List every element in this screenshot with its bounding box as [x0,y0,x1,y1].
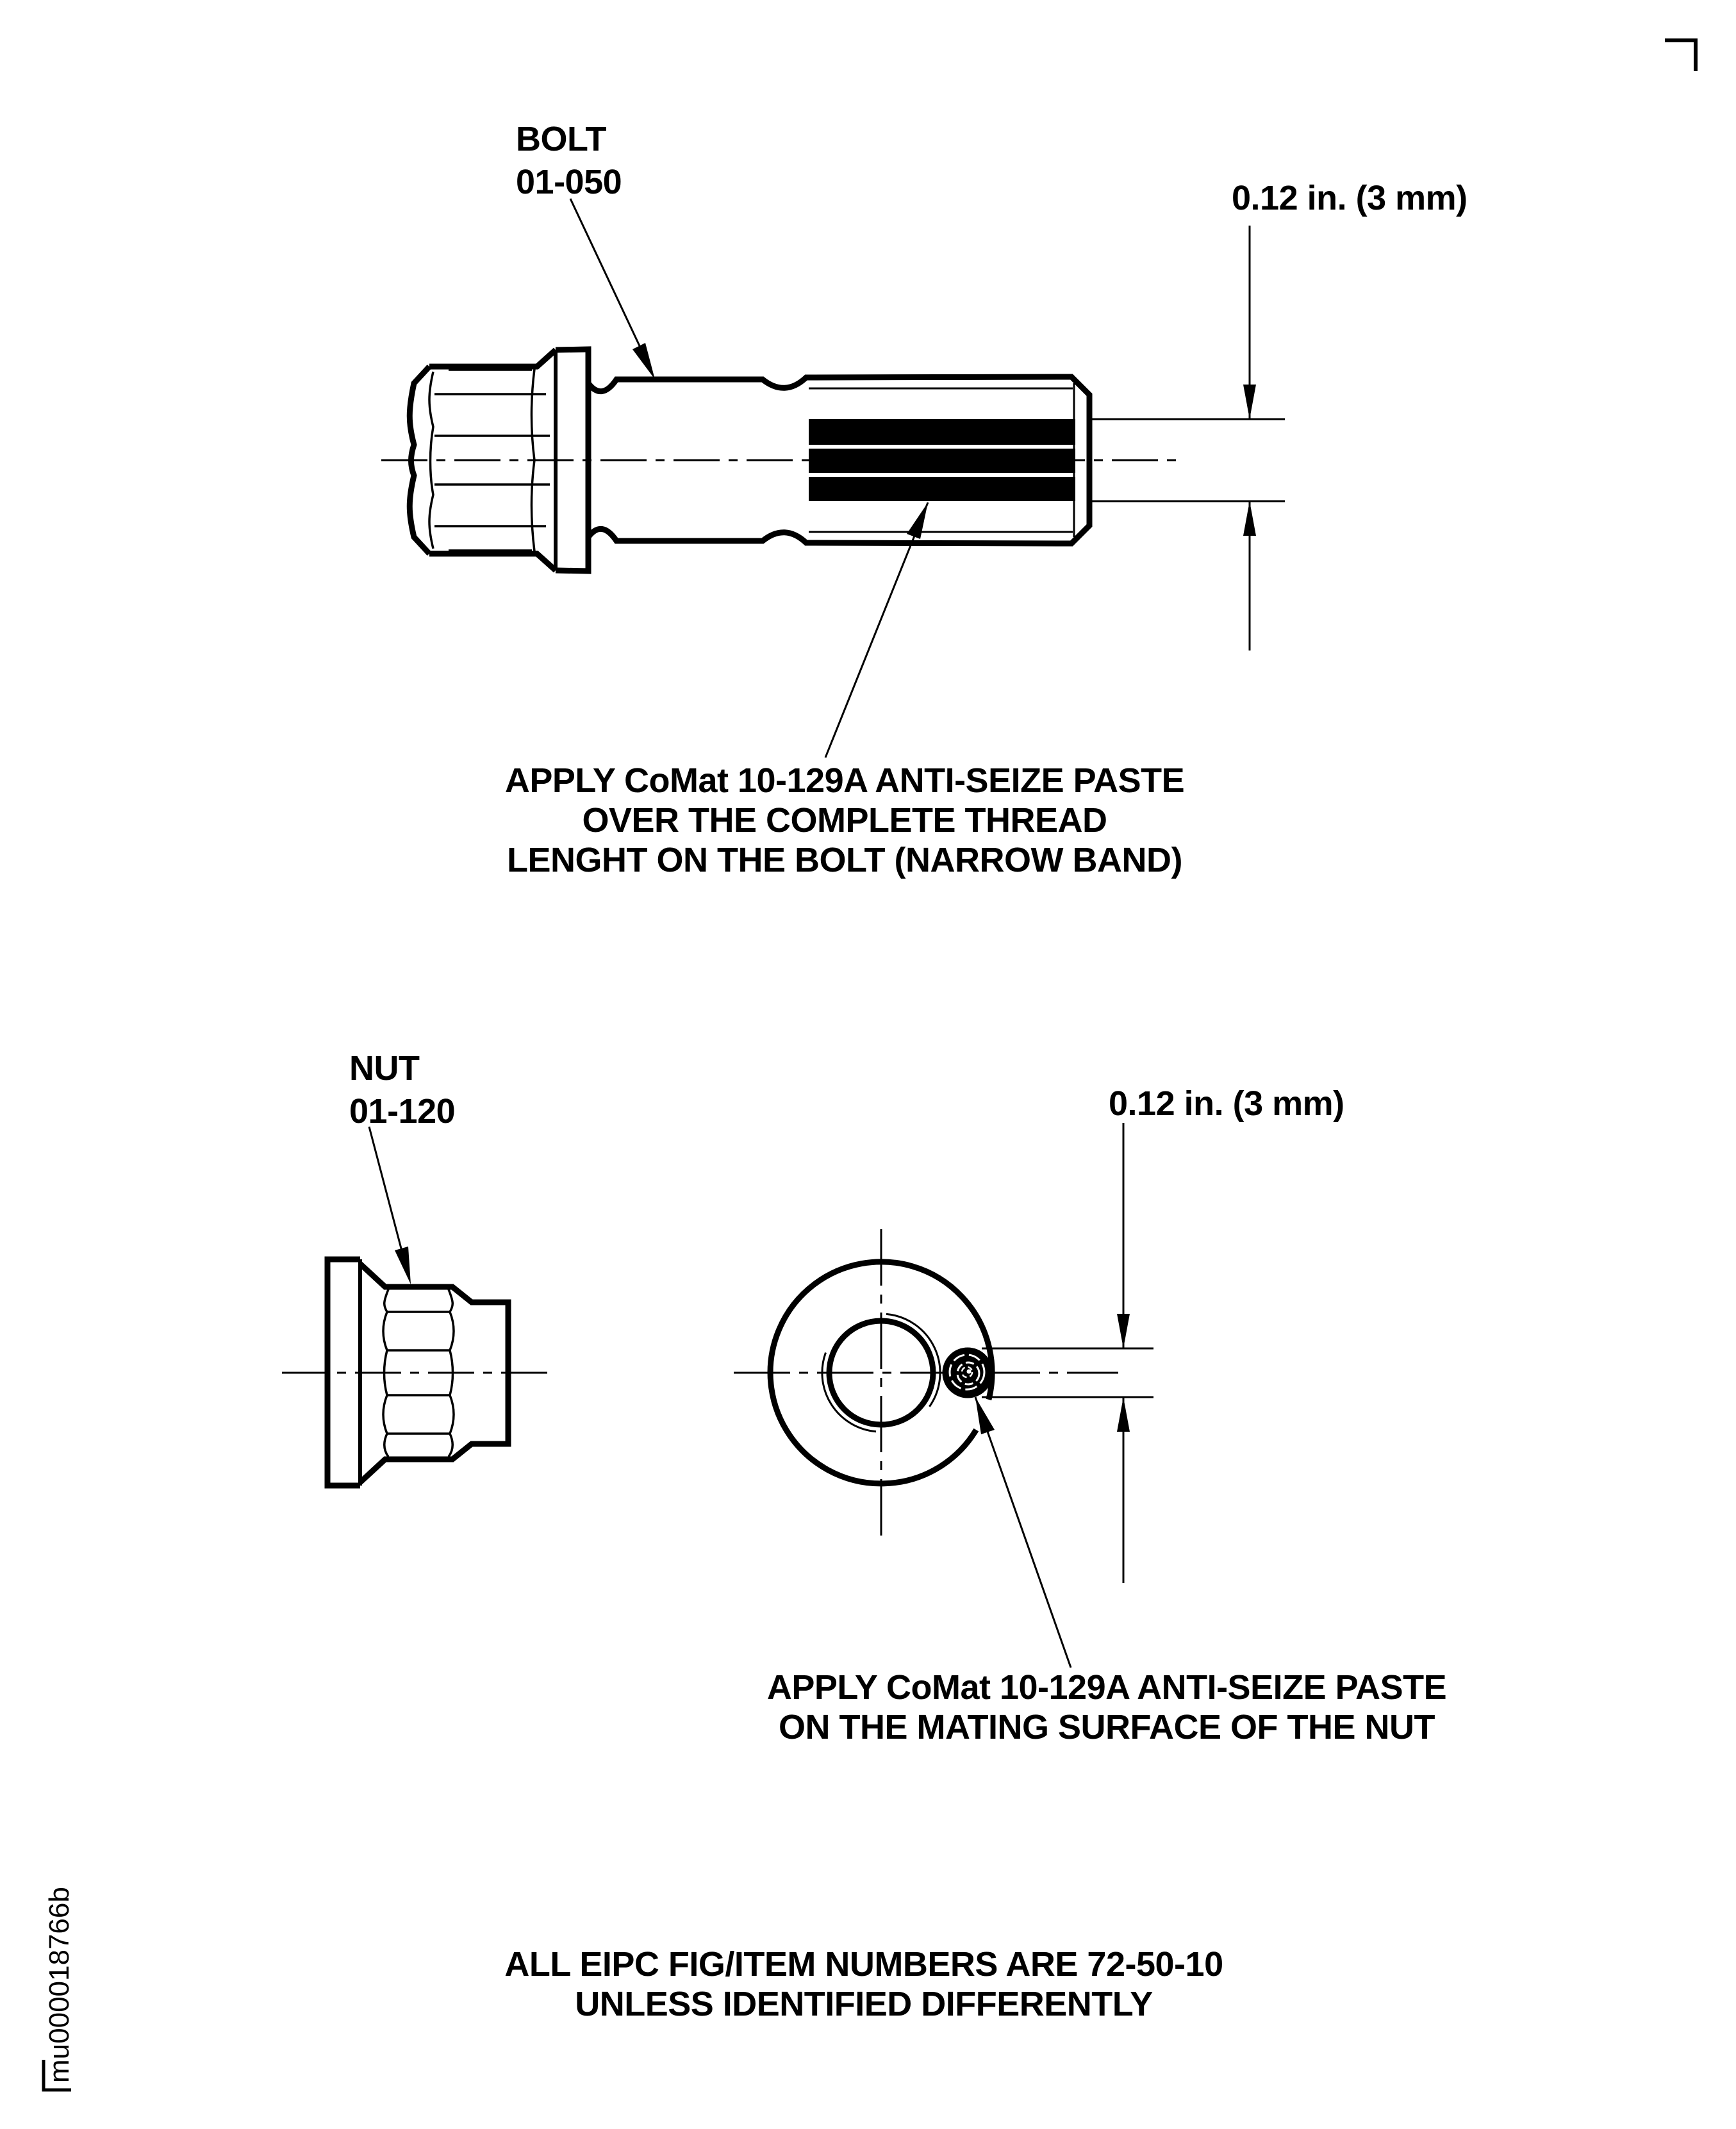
leader-arrowhead [632,343,655,379]
bolt-part-name: BOLT [516,120,606,158]
bolt-part-number: 01-050 [516,163,622,201]
nut-side-view [282,1259,548,1486]
bolt-dimension-text: 0.12 in. (3 mm) [1232,179,1467,217]
footer-note-line: ALL EIPC FIG/ITEM NUMBERS ARE 72-50-10 [504,1945,1223,1984]
bolt-apply-note [505,761,1184,880]
dimension-arrowhead [1117,1397,1130,1432]
corner-mark-top-right [1665,40,1696,71]
dimension-arrowhead [1117,1314,1130,1348]
bolt-label-leader [570,199,655,379]
bolt-note-line: APPLY CoMat 10-129A ANTI-SEIZE PASTE [504,761,1185,800]
nut-front-view [734,1229,1118,1543]
dimension-arrowhead [1243,385,1256,419]
bolt-dimension [1088,226,1285,650]
nut-label-leader [369,1127,411,1284]
nut-note-line: ON THE MATING SURFACE OF THE NUT [779,1708,1435,1746]
anti-seize-paste-band [809,419,1075,501]
dimension-arrowhead [1243,501,1256,536]
leader-arrowhead [975,1397,995,1434]
eipc-footer-note [504,1944,1223,2024]
bolt-side-view [381,349,1182,571]
nut-part-name: NUT [349,1049,420,1088]
nut-part-number: 01-120 [349,1092,456,1131]
leader-arrowhead [395,1247,411,1284]
nut-dimension [982,1123,1153,1583]
nut-part-label [349,1047,455,1133]
nut-dimension-text: 0.12 in. (3 mm) [1109,1084,1344,1123]
bolt-note-line: OVER THE COMPLETE THREAD [582,801,1107,840]
bolt-part-label [516,118,622,204]
bolt-note-line: LENGHT ON THE BOLT (NARROW BAND) [507,841,1182,879]
nut-note-line: APPLY CoMat 10-129A ANTI-SEIZE PASTE [766,1668,1447,1707]
paste-dab [943,1348,992,1397]
document-id-text: mu000018766b [44,1887,75,2083]
leader-arrowhead [907,502,928,539]
nut-paste-leader [975,1397,1071,1668]
footer-note-line: UNLESS IDENTIFIED DIFFERENTLY [575,1985,1153,2023]
nut-apply-note [767,1668,1446,1747]
